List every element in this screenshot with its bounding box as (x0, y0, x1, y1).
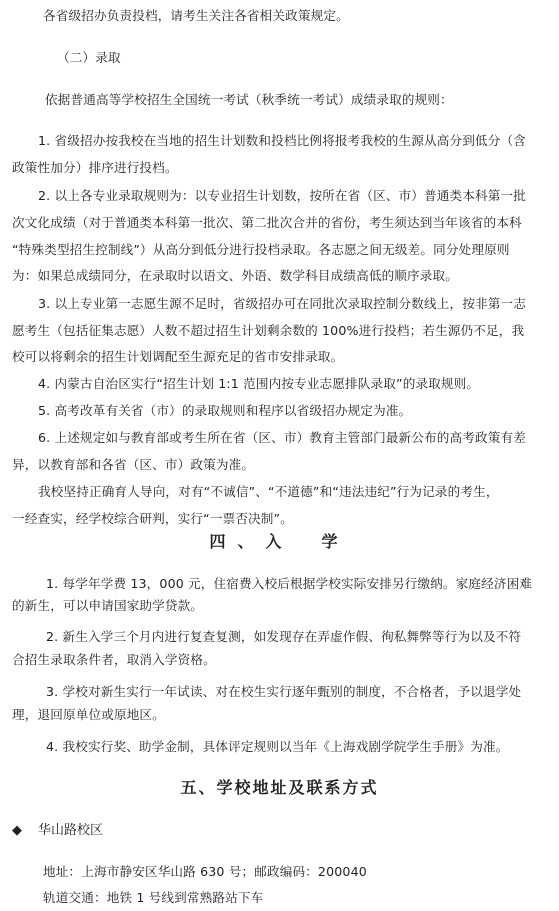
admission-intro: 依据普通高等学校招生全国统一考试（秋季统一考试）成绩录取的规则： (45, 92, 453, 107)
integrity-line1: 我校坚持正确育人导向，对有“不诚信”、“不道德”和“违法违纪”行为记录的考生， (38, 484, 499, 499)
rule1-line1: 1. 省级招办按我校在当地的招生计划数和投档比例将报考我校的生源从高分到低分（含 (38, 133, 526, 148)
rule6-line1: 6. 上述规定如与教育部或考生所在省（区、市）教育主管部门最新公布的高考政策有差 (38, 430, 526, 445)
item1-line2: 的新生，可以申请国家助学贷款。 (12, 598, 204, 613)
rule4: 4. 内蒙古自治区实行“招生计划 1:1 范围内按专业志愿排队录取”的录取规则。 (38, 376, 480, 391)
item3-line2: 理，退回原单位或原地区。 (12, 707, 165, 722)
rule2-line3: “特殊类型招生控制线”）从高分到低分进行投档录取。各志愿之间无级差。同分处理原则 (12, 242, 510, 257)
top-note: 各省级招办负责投档，请考生关注各省相关政策规定。 (43, 8, 349, 23)
campus-heading (12, 817, 103, 844)
item3-line1: 3. 学校对新生实行一年试读、对在校生实行逐年甄别的制度，不合格者，予以退学处 (46, 684, 522, 699)
admission-title: （二）录取 (57, 50, 121, 65)
item2-line1: 2. 新生入学三个月内进行复查复测，如发现存在弄虚作假、徇私舞弊等行为以及不符 (46, 629, 522, 644)
rule3-line1: 3. 以上专业第一志愿生源不足时，省级招办可在同批次录取控制分数线上，按非第一志 (38, 296, 526, 311)
item1-line1: 1. 每学年学费 13，000 元，住宿费入校后根据学校实际安排另行缴纳。家庭经济困难 (46, 576, 533, 591)
item2-line2: 合招生录取条件者，取消入学资格。 (12, 652, 216, 667)
campus-address: 地址：上海市静安区华山路 630 号；邮政编码：200040 (43, 864, 367, 879)
rule1-line2: 政策性加分）排序进行投档。 (12, 160, 178, 175)
campus-name: 华山路校区 (38, 823, 104, 838)
rule2-line2: 次文化成绩（对于普通类本科第一批次、第二批次合并的省份，考生须达到当年该省的本科 (12, 215, 522, 230)
rule3-line3: 校可以将剩余的招生计划调配至生源充足的省市安排录取。 (12, 349, 344, 364)
rule5: 5. 高考改革有关省（市）的录取规则和程序以省级招办规定为准。 (38, 403, 412, 418)
campus-transit: 轨道交通：地铁 1 号线到常熟路站下车 (43, 890, 264, 905)
integrity-line2: 一经查实，经学校综合研判，实行“一票否决制”。 (12, 511, 293, 526)
rule3-line2: 愿考生（包括征集志愿）人数不超过招生计划剩余数的 100%进行投档；若生源仍不足，我 (12, 323, 525, 338)
rule2-line1: 2. 以上各专业录取规则为：以专业招生计划数，按所在省（区、市）普通类本科第一批 (38, 188, 526, 203)
diamond-bullet-icon: ◆ (12, 823, 22, 838)
item4: 4. 我校实行奖、助学金制，具体评定规则以当年《上海戏剧学院学生手册》为准。 (46, 739, 509, 754)
rule2-line4: 为：如果总成绩同分，在录取时以语文、外语、数学科目成绩高低的顺序录取。 (12, 268, 459, 283)
section4-title: 四、入 学 (209, 532, 350, 551)
rule6-line2: 异，以教育部和各省（区、市）政策为准。 (12, 457, 255, 472)
section5-title: 五、学校地址及联系方式 (180, 778, 379, 797)
